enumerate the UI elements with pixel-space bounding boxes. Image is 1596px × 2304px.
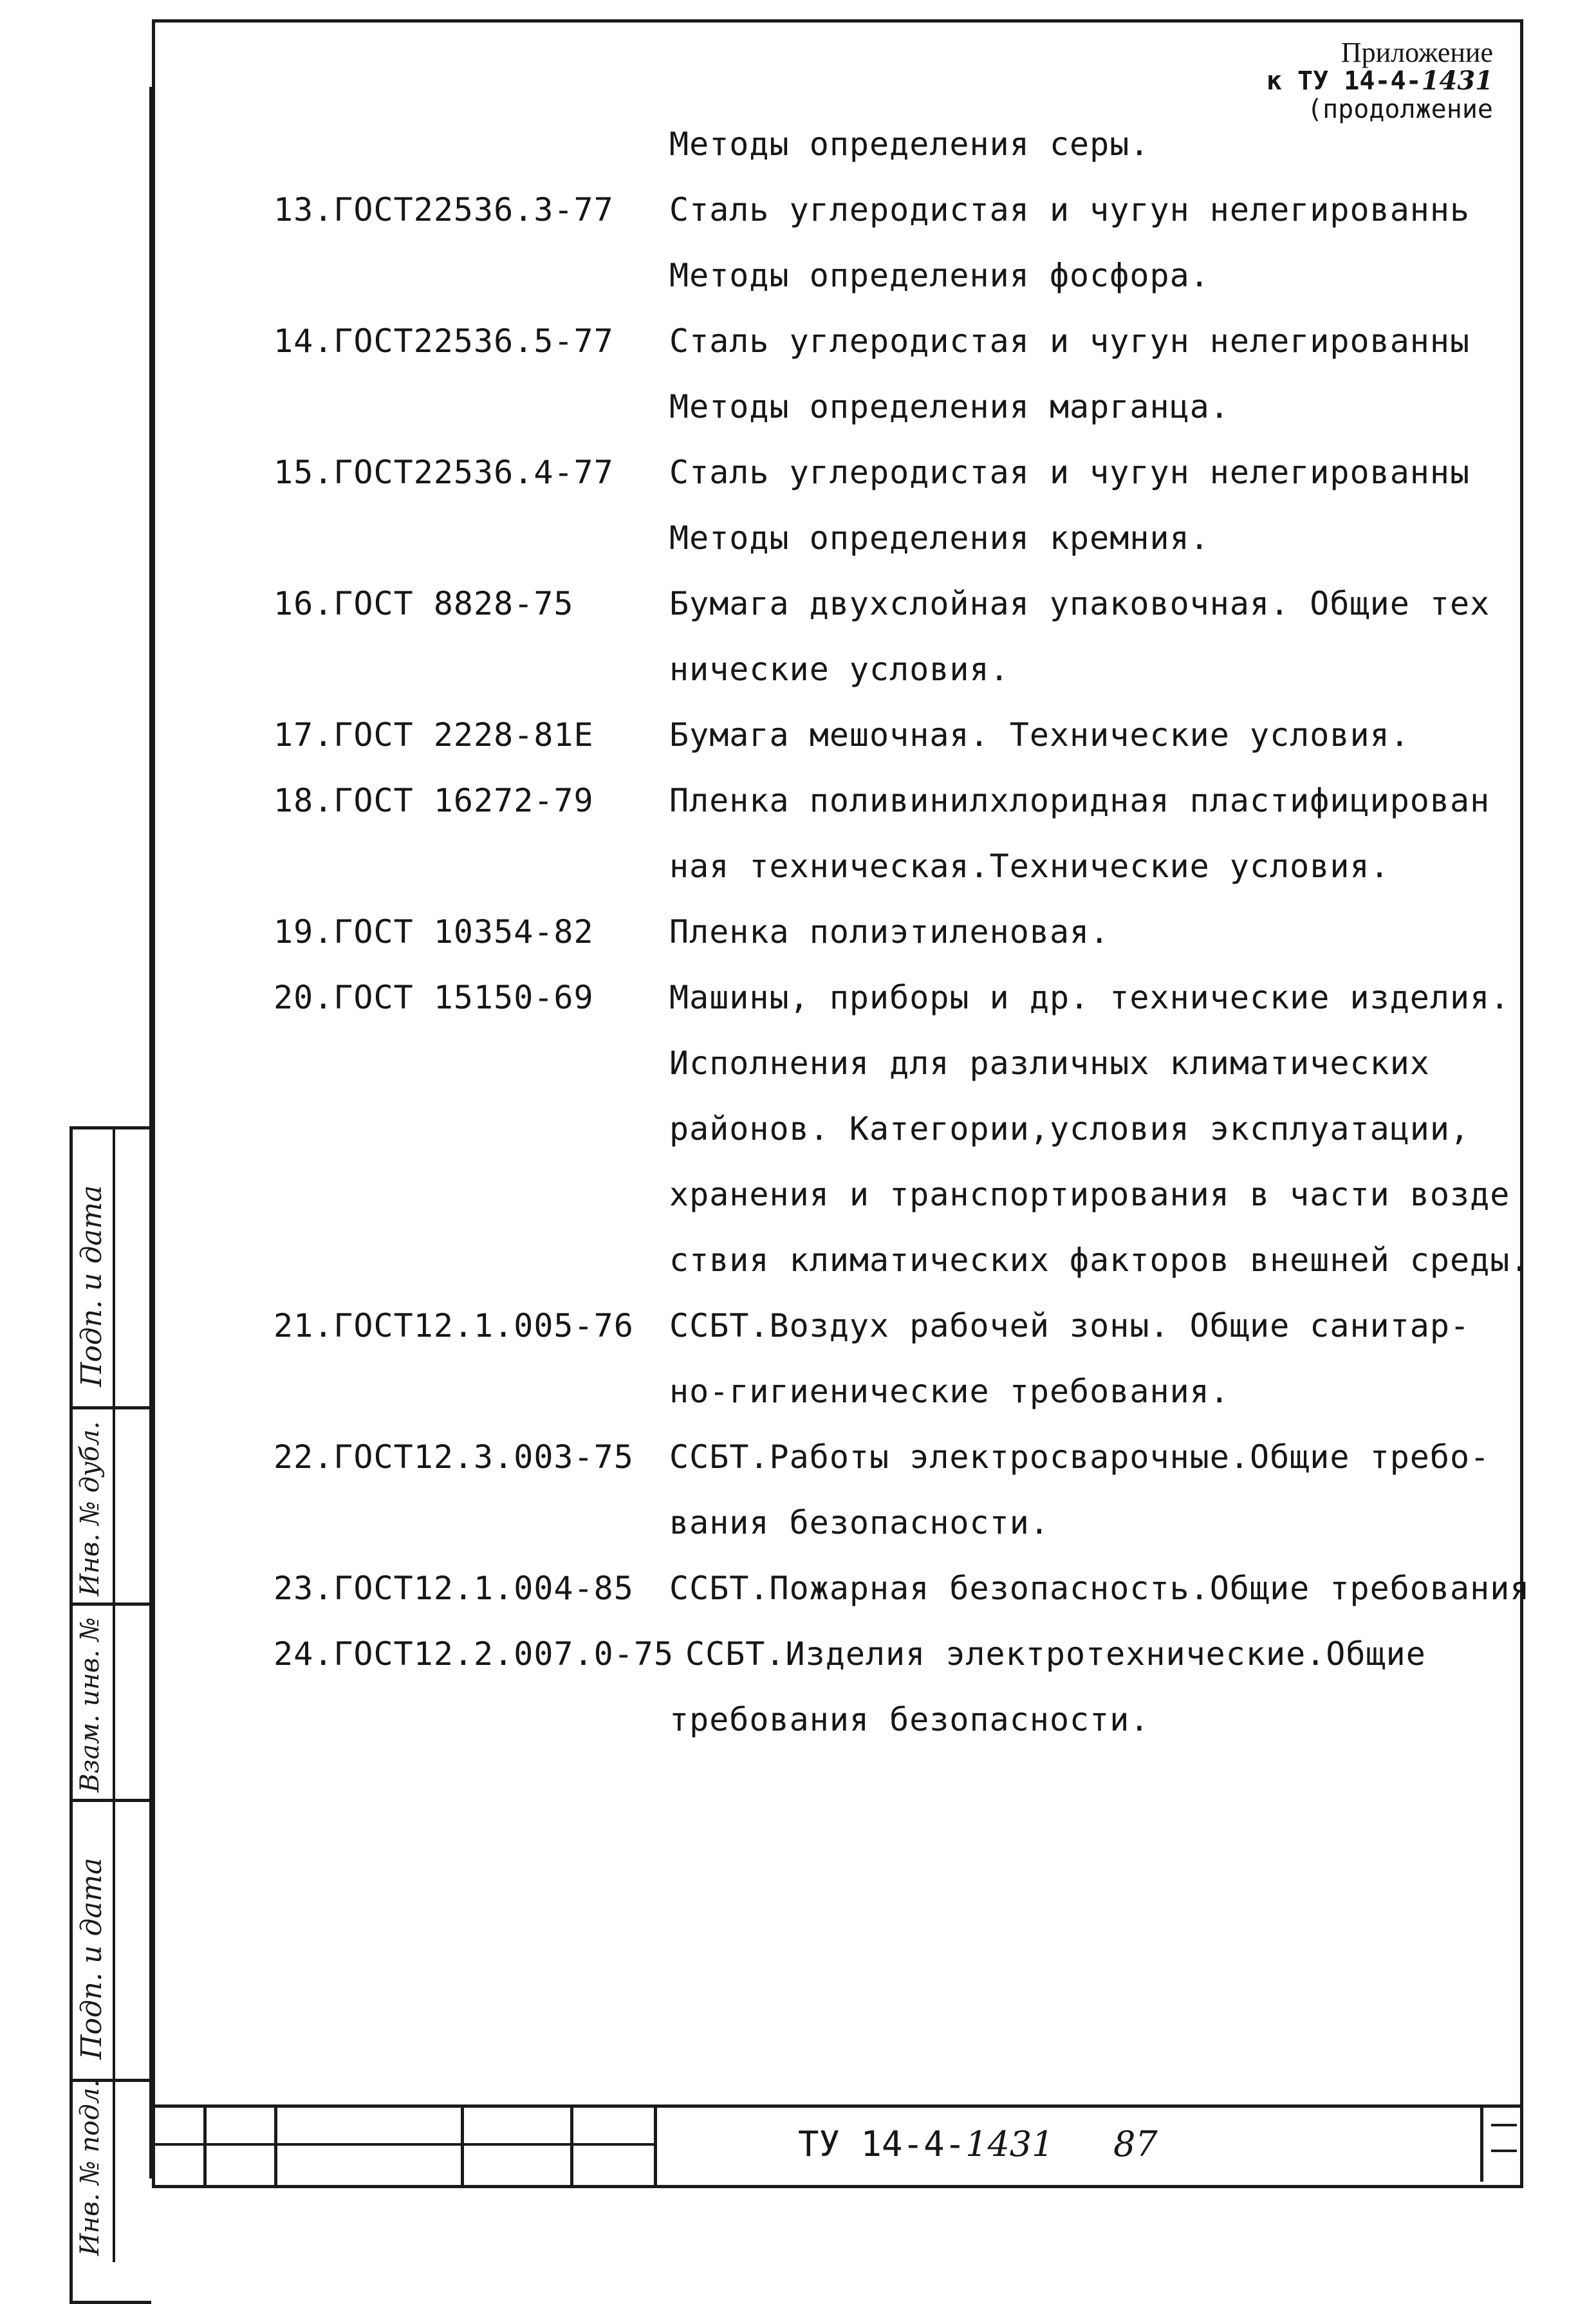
standard-number: 13.ГОСТ22536.3-77 [274,191,614,228]
header-spec-number: 1431 [1421,66,1493,96]
title-block-cell [570,2108,657,2185]
side-cell-blank [113,1802,151,2082]
standard-title: ССБТ.Воздух рабочей зоны. Общие санитар- [669,1307,1471,1344]
side-cell-blank [113,1129,151,1409]
side-label-sign-date: Подп. и дата [75,1185,108,1387]
standard-title: вания безопасности. [669,1504,1050,1541]
standard-title: требования безопасности. [669,1701,1150,1738]
side-cell [73,1606,113,1802]
side-cell [73,2079,113,2262]
standard-number: 21.ГОСТ12.1.005-76 [274,1307,634,1344]
sheet-box-mark [1491,2124,1517,2126]
standard-title: Исполнения для различных климатических [669,1045,1430,1082]
standard-number: 20.ГОСТ 15150-69 [274,979,594,1016]
standard-title: Сталь углеродистая и чугун нелегированнь [669,191,1471,228]
standard-title: ССБТ.Пожарная безопасность.Общие требования [669,1570,1530,1607]
side-label-sign-date-2: Подп. и дата [75,1857,108,2059]
standard-title: Бумага двухслойная упаковочная. Общие тех [669,585,1490,622]
standard-title: Методы определения фосфора. [669,257,1210,294]
title-block-cell [203,2108,277,2185]
side-cell-blank [113,1606,151,1802]
standard-title: Машины, приборы и др. технические изделия. [669,979,1510,1016]
standard-number: 23.ГОСТ12.1.004-85 [274,1570,634,1607]
standard-title: ная техническая.Технические условия. [669,848,1390,885]
side-cell [73,1129,113,1409]
appendix-header [1267,39,1493,124]
side-label-orig-inv: Инв. № подл. [75,2079,105,2256]
standard-title: Сталь углеродистая и чугун нелегированны [669,454,1471,491]
standard-number: 14.ГОСТ22536.5-77 [274,322,614,360]
standard-title: нические условия. [669,651,1010,688]
sheet-box [1480,2104,1523,2182]
standard-title: Пленка поливинилхлоридная пластифицирован [669,782,1490,819]
page-number: 87 [1113,2124,1158,2164]
standard-title: Методы определения серы. [669,125,1150,163]
standard-title: Методы определения марганца. [669,388,1230,425]
side-cell-blank [113,1409,151,1606]
sheet-box-mark [1491,2150,1517,2152]
standard-number: 17.ГОСТ 2228-81Е [274,716,594,754]
side-cell [73,1409,113,1606]
standard-title: Методы определения кремния. [669,519,1210,557]
standard-title: Бумага мешочная. Технические условия. [669,716,1410,754]
doc-code-number: 1431 [965,2124,1054,2164]
header-line-spec [1267,67,1493,95]
side-label-dup-inv: Инв. № дубл. [75,1421,105,1596]
approval-side-strip [70,1126,151,2304]
standard-number: 24.ГОСТ12.2.007.0-75 [274,1635,674,1673]
header-line-continuation: (продолжение [1307,95,1493,124]
doc-code-prefix: ТУ 14-4- [798,2124,966,2164]
standard-title: ССБТ.Изделия электротехнические.Общие [685,1635,1426,1673]
header-spec-prefix: к ТУ 14-4- [1266,66,1422,96]
standard-number: 19.ГОСТ 10354-82 [274,913,594,951]
standard-title: районов. Категории,условия эксплуатации, [669,1110,1471,1147]
standard-number: 22.ГОСТ12.3.003-75 [274,1438,634,1476]
standard-title: ССБТ.Работы электросварочные.Общие требо- [669,1438,1490,1476]
standard-title: хранения и транспортирования в части возде [669,1176,1510,1213]
standard-title: но-гигиенические требования. [669,1373,1230,1410]
standard-title: Сталь углеродистая и чугун нелегированны [669,322,1471,360]
side-cell-blank [113,2082,151,2262]
side-label-replace-inv: Взам. инв. № [75,1617,105,1792]
standard-title: Пленка полиэтиленовая. [669,913,1110,951]
standard-title: ствия климатических факторов внешней среды. [669,1241,1530,1279]
standard-number: 18.ГОСТ 16272-79 [274,782,594,819]
standard-number: 15.ГОСТ22536.4-77 [274,454,614,491]
title-block-cell [461,2108,573,2185]
title-block-cell [274,2108,464,2185]
side-cell [73,1802,113,2082]
title-block-cell [152,2108,207,2185]
standard-number: 16.ГОСТ 8828-75 [274,585,574,622]
document-code [798,2124,1158,2164]
header-line-appendix: Приложение [1341,37,1493,68]
